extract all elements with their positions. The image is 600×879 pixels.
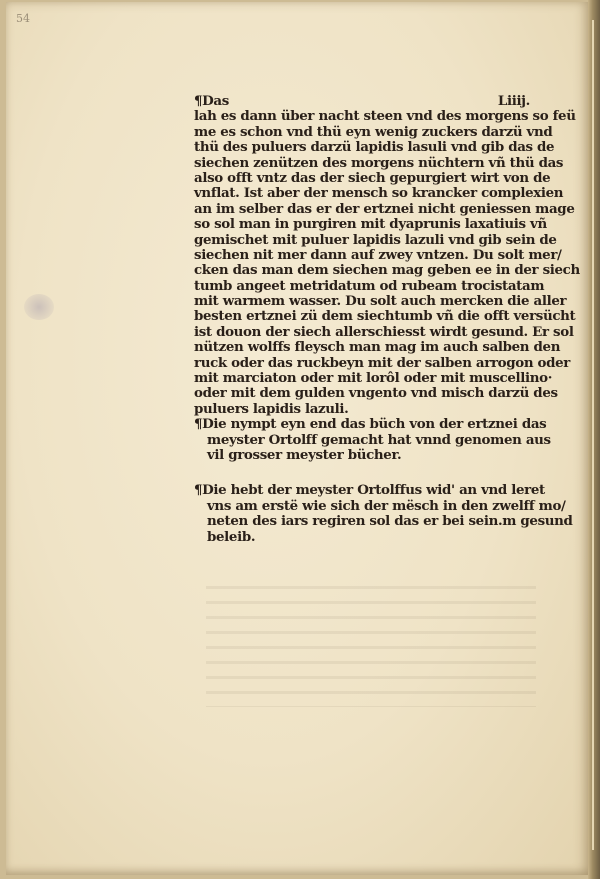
text-line: meyster Ortolff gemacht hat vnnd genomen aus <box>207 431 551 448</box>
paragraph-body <box>194 108 580 417</box>
text-line: thü des puluers darzü lapidis lasuli vnd gib das de <box>194 139 555 156</box>
text-line: vil grosser meyster bücher. <box>207 446 402 463</box>
folio-number: Liiij. <box>497 93 530 109</box>
ink-show-through <box>206 577 536 707</box>
paragraph-explicit <box>194 416 551 463</box>
text-line: ¶Die nympt eyn end das büch von der ertznei das <box>194 416 547 433</box>
text-line: oder mit dem gulden vngento vnd misch darzü des <box>194 385 558 402</box>
pilcrow-icon: ¶ <box>194 482 203 499</box>
text-line: ¶Die hebt der meyster Ortolffus wid' an vnd leret <box>194 482 545 499</box>
text-line: ruck oder das ruckbeyn mit der salben arrogon oder <box>194 354 571 371</box>
pilcrow-icon: ¶ <box>194 416 203 433</box>
text-line: vns am erstë wie sich der mësch in den zwelff mo/ <box>207 497 566 514</box>
text-line: nützen wolffs fleysch man mag im auch salben den <box>194 339 561 356</box>
text-line: me es schon vnd thü eyn wenig zuckers darzü vnd <box>194 123 553 140</box>
text-line: mit warmem wasser. Du solt auch mercken die aller <box>194 293 567 310</box>
text-line: siechen zenützen des morgens nüchtern vñ thü das <box>194 154 564 171</box>
book-page-edge <box>588 0 600 879</box>
paragraph-incipit <box>194 482 573 545</box>
running-header <box>194 94 530 109</box>
text-line: beleib. <box>207 528 256 545</box>
text-line: ist douon der siech allerschiesst wirdt gesund. Er sol <box>194 323 574 340</box>
manuscript-page <box>6 2 590 875</box>
text-line: besten ertznei zü dem siechtumb vñ die offt versücht <box>194 308 576 325</box>
text-line: neten des iars regiren sol das er bei sein.m gesund <box>207 513 573 530</box>
header-title: ¶Das <box>194 93 229 109</box>
text-line: puluers lapidis lazuli. <box>194 400 349 417</box>
text-line: gemischet mit puluer lapidis lazuli vnd gib sein de <box>194 231 557 248</box>
text-line: vnflat. Ist aber der mensch so krancker complexien <box>194 185 564 202</box>
text-line: an im selber das er der ertznei nicht geniessen mage <box>194 200 575 217</box>
text-line: siechen nit mer dann auf zwey vntzen. Du solt mer/ <box>194 246 562 263</box>
paragraph-gap <box>194 463 530 483</box>
text-block <box>194 93 580 545</box>
page-corner-mark: 54 <box>16 12 30 25</box>
paper-stain <box>24 294 54 320</box>
text-line: so sol man in purgiren mit dyaprunis laxatiuis vñ <box>194 216 547 233</box>
text-line: lah es dann über nacht steen vnd des morgens so feü <box>194 108 576 125</box>
text-line: cken das man dem siechen mag geben ee in der siech <box>194 262 580 279</box>
text-line: tumb angeet metridatum od rubeam trocistatam <box>194 277 545 294</box>
text-line: mit marciaton oder mit lorôl oder mit muscellino· <box>194 370 553 387</box>
pilcrow-icon: ¶ <box>194 93 203 109</box>
text-line: also offt vntz das der siech gepurgiert wirt von de <box>194 169 551 186</box>
